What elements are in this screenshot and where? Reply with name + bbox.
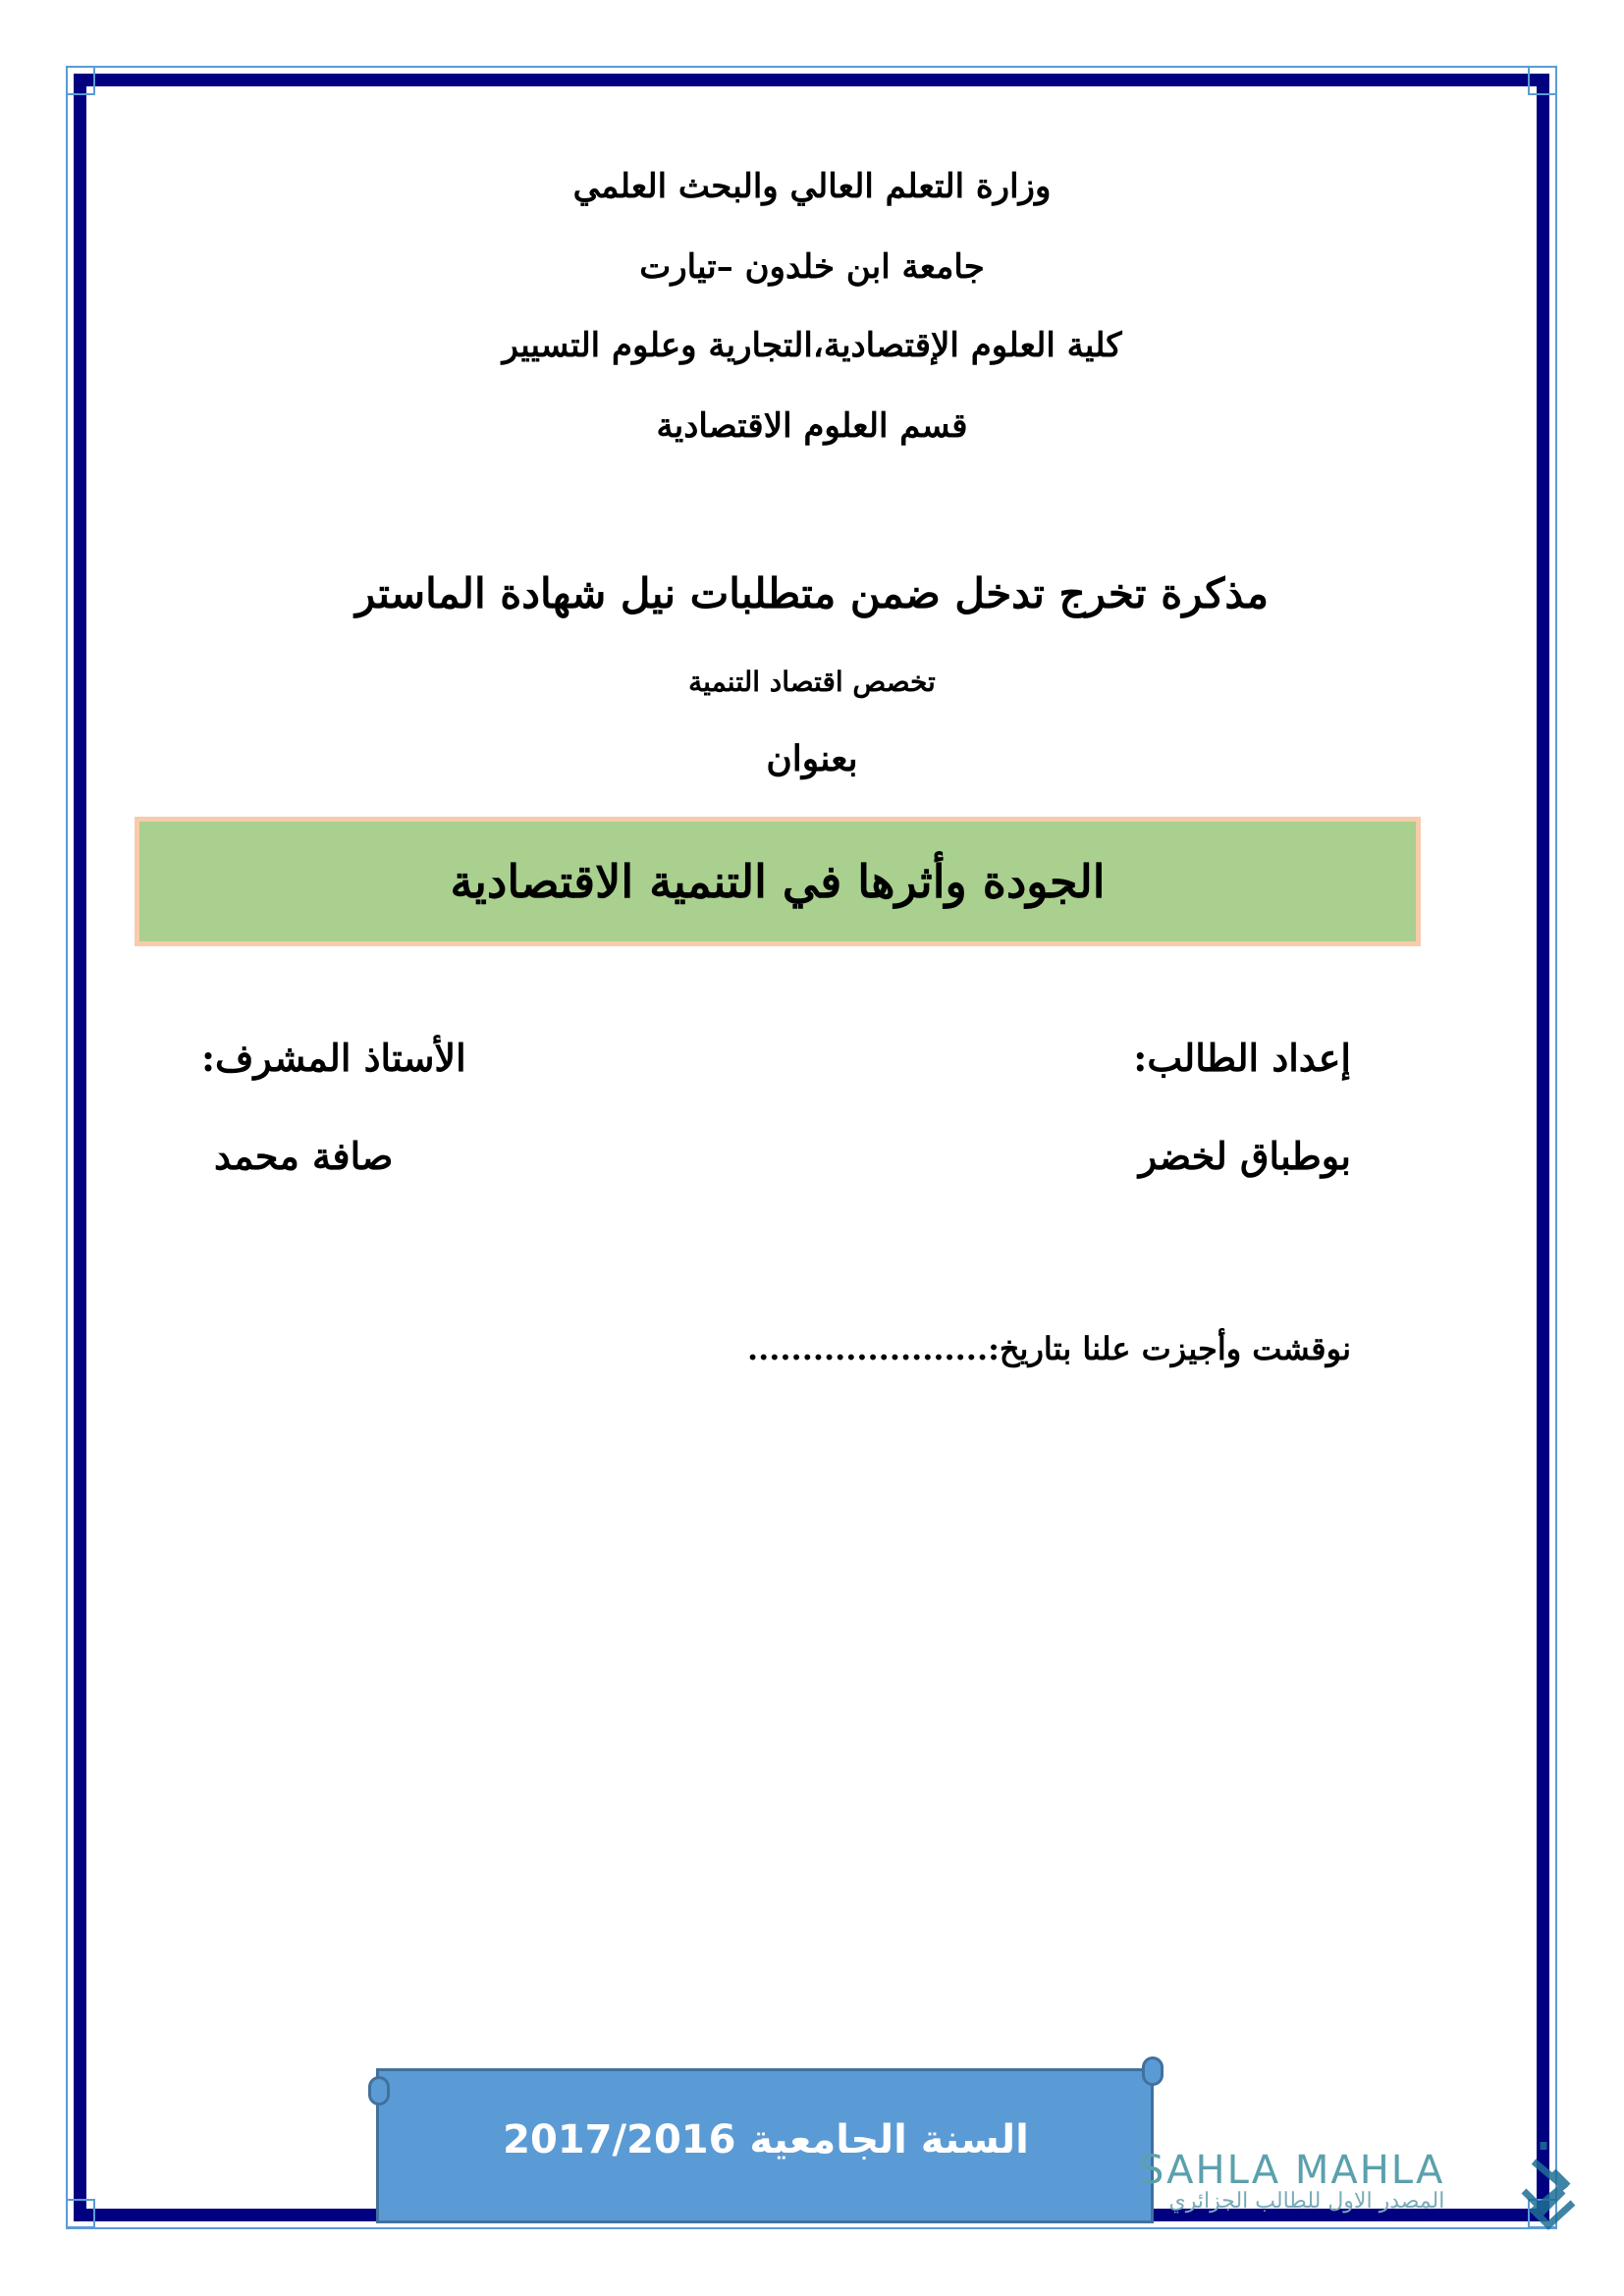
ministry-heading: وزارة التعلم العالي والبحث العلمي (572, 167, 1052, 206)
border-corner-ornament (66, 66, 95, 95)
watermark-tagline: المصدر الاول للطالب الجزائري (1168, 2189, 1445, 2214)
thesis-type: مذكرة تخرج تدخل ضمن متطلبات نيل شهادة الماستر (355, 569, 1269, 617)
supervisor-label: الأستاذ المشرف: (201, 1036, 466, 1080)
watermark (1139, 2148, 1444, 2214)
thesis-title-box (135, 817, 1421, 946)
faculty-heading: كلية العلوم الإقتصادية،التجارية وعلوم التسيير (502, 326, 1122, 365)
academic-year-banner (368, 2056, 1164, 2223)
title-label: بعنوان (766, 738, 858, 779)
student-label: إعداد الطالب: (1133, 1036, 1351, 1080)
defense-date-line: نوقشت وأجيزت علنا بتاريخ:...................... (746, 1330, 1351, 1367)
thesis-title: الجودة وأثرها في التنمية الاقتصادية (450, 855, 1106, 908)
thesis-specialty: تخصص اقتصاد التنمية (688, 666, 936, 698)
university-heading: جامعة ابن خلدون –تيارت (639, 247, 985, 287)
watermark-brand: SAHLA MAHLA (1139, 2148, 1445, 2193)
sahla-mahla-logo-icon (1514, 2132, 1583, 2230)
supervisor-name: صافة محمد (214, 1134, 394, 1178)
academic-year: السنة الجامعية 2017/2016 (503, 2117, 1029, 2163)
border-corner-ornament (1528, 66, 1557, 95)
department-heading: قسم العلوم الاقتصادية (656, 406, 968, 446)
student-name: بوطباق لخضر (1138, 1134, 1351, 1178)
border-corner-ornament (66, 2199, 95, 2228)
